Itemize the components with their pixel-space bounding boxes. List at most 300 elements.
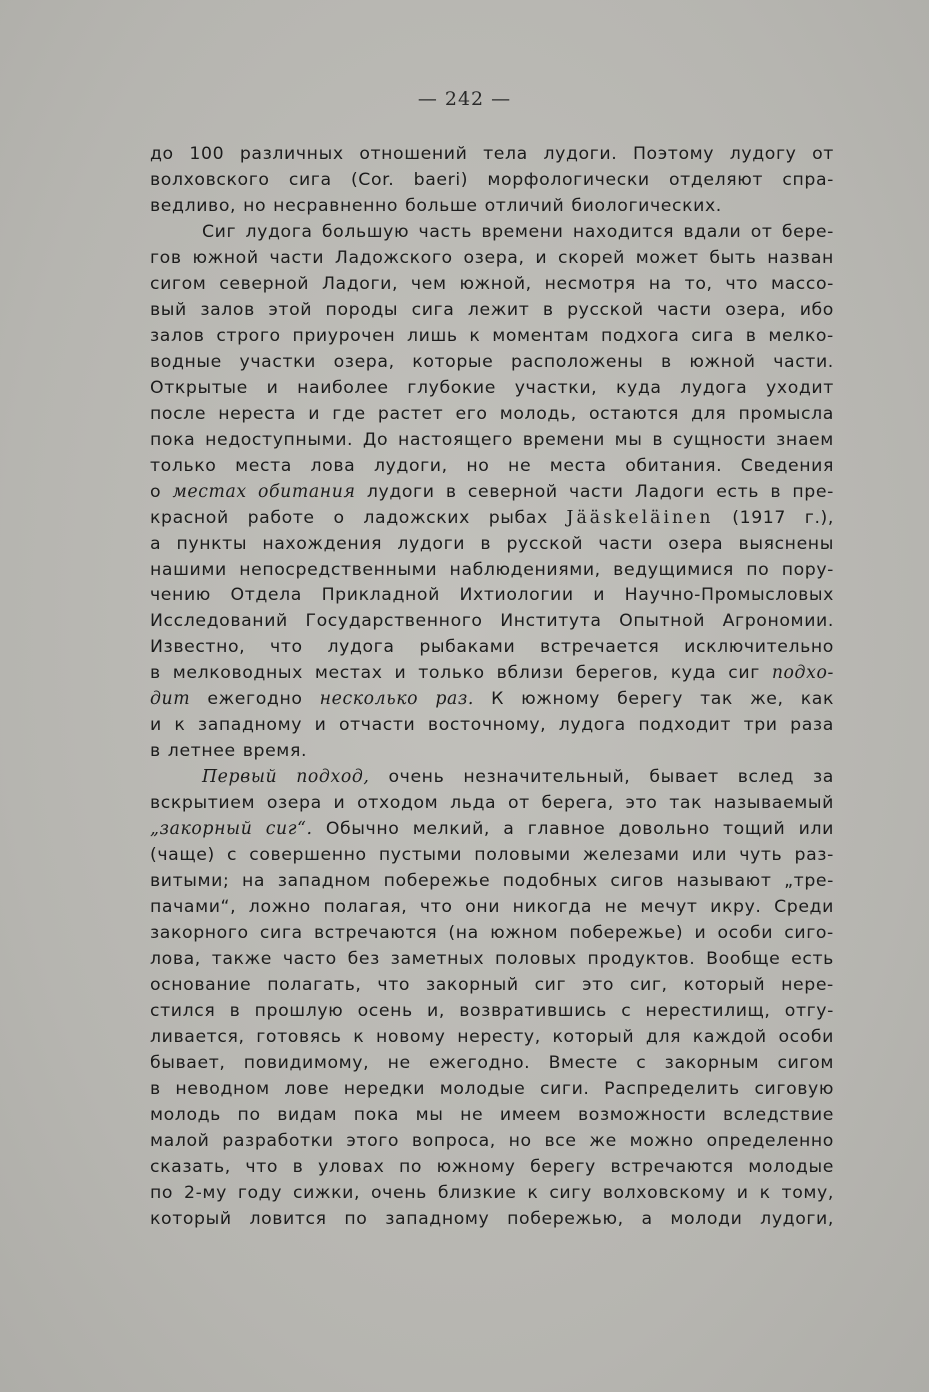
word: нередки	[343, 1078, 426, 1099]
text-line	[150, 324, 834, 350]
word: дит	[150, 689, 191, 710]
word: по	[746, 559, 770, 580]
text-line	[150, 921, 834, 947]
word: имеем	[499, 1104, 562, 1125]
word: сига	[288, 169, 332, 190]
body-text	[150, 142, 834, 1233]
text-line	[150, 1025, 834, 1051]
word: северной	[219, 273, 310, 294]
word: 2-му	[184, 1182, 227, 1203]
text-line	[150, 843, 834, 869]
text-line	[150, 558, 834, 584]
word: отходом	[357, 793, 439, 814]
word: часть	[418, 221, 473, 242]
word: места	[549, 455, 607, 476]
text-line	[150, 1181, 834, 1207]
word: пункты	[176, 533, 248, 554]
word: заметных	[390, 949, 485, 970]
word: г.),	[804, 507, 834, 528]
word: в	[229, 1000, 241, 1021]
word: водные	[150, 351, 222, 372]
word: молодь,	[499, 403, 577, 424]
word: нашими	[150, 559, 227, 580]
word: может	[635, 247, 699, 268]
word: часто	[282, 949, 337, 970]
word: (чаще)	[150, 845, 215, 866]
word: побережье)	[569, 923, 684, 944]
word: пачами“,	[150, 897, 237, 918]
word: отношений	[359, 144, 468, 164]
word: и	[593, 585, 606, 606]
word: сказать,	[150, 1156, 231, 1177]
word: не	[604, 897, 628, 918]
word: время.	[242, 741, 308, 762]
word: (1917	[732, 507, 786, 528]
word: по	[399, 1156, 423, 1177]
word: который	[683, 975, 766, 995]
word: продуктов.	[587, 949, 696, 970]
word: мелководных	[172, 663, 303, 684]
word: отличий	[484, 195, 565, 216]
word: который	[552, 1026, 635, 1047]
word: главное	[527, 819, 606, 840]
text-line	[150, 220, 834, 246]
text-line	[150, 1077, 834, 1103]
word: также	[211, 949, 272, 970]
word: пока	[353, 1104, 400, 1125]
word: большую	[321, 221, 410, 242]
word: места	[235, 455, 292, 476]
word: и	[394, 663, 407, 684]
word: на	[242, 871, 266, 892]
word: который	[150, 1208, 232, 1229]
text-line	[150, 428, 834, 454]
word: Ладоги	[634, 481, 705, 502]
word: к	[759, 1182, 771, 1203]
text-line	[150, 1051, 834, 1077]
word: русской	[567, 299, 644, 320]
word: по	[150, 1182, 174, 1203]
word: что	[270, 637, 303, 658]
word: году	[237, 1182, 283, 1203]
word: очень	[370, 1182, 427, 1203]
word: подход,	[296, 767, 370, 788]
word: сиго-	[784, 923, 834, 944]
word: Известно,	[150, 637, 246, 658]
word: местах	[172, 481, 247, 502]
word: на	[648, 273, 672, 294]
word: и	[308, 403, 321, 424]
word: до	[150, 144, 174, 164]
text-line	[150, 142, 834, 168]
word: растет	[377, 403, 444, 424]
word: ежегодно	[207, 689, 303, 710]
page-number: — 242 —	[417, 88, 512, 110]
word: северной	[467, 481, 558, 502]
word: икру.	[710, 897, 762, 918]
word: вблизи	[496, 663, 564, 684]
word: сигу	[549, 1182, 592, 1203]
word: сижки,	[292, 1182, 361, 1203]
word: части	[657, 299, 712, 320]
word: и	[266, 377, 279, 398]
word: от	[750, 221, 773, 242]
word: повидимому,	[243, 1052, 370, 1073]
word: биологических.	[571, 195, 722, 216]
word: лове	[284, 1078, 330, 1099]
word: озера,	[725, 299, 787, 320]
word: в	[480, 533, 492, 554]
word: пока	[150, 429, 196, 450]
word: раз-	[794, 845, 834, 866]
word: этого	[346, 1130, 400, 1151]
text-line	[150, 454, 834, 480]
word: малой	[150, 1130, 210, 1151]
text-line	[150, 687, 834, 713]
word: времени	[522, 429, 605, 450]
word: а	[503, 819, 515, 840]
word: южной	[689, 351, 756, 372]
word: молодь	[150, 1104, 221, 1125]
word: чем	[410, 273, 447, 294]
word: но	[508, 1130, 532, 1151]
word: в	[542, 299, 554, 320]
word: разработки	[222, 1130, 334, 1151]
word: нерестилищ,	[645, 1000, 771, 1021]
word: только	[150, 455, 217, 476]
word: залов	[200, 299, 255, 320]
word: близкие	[437, 1182, 517, 1203]
word: тела	[483, 144, 528, 164]
word: берегу	[530, 1156, 596, 1177]
word: Исследований	[150, 611, 288, 632]
word: прошлую	[254, 1000, 344, 1021]
word: части	[569, 481, 624, 502]
word: Агрономии.	[722, 611, 834, 632]
word: в	[770, 481, 782, 502]
word: отгу-	[784, 1000, 834, 1021]
word: вслед	[737, 767, 795, 788]
word: южному	[436, 1156, 516, 1177]
word: можно	[629, 1130, 694, 1151]
word: возможности	[578, 1104, 707, 1125]
word: южном	[490, 923, 559, 944]
word: что	[245, 1156, 279, 1177]
text-line	[150, 869, 834, 895]
word: с	[621, 1000, 632, 1021]
word: лова	[310, 455, 356, 476]
word: молодые	[748, 1156, 834, 1177]
text-line	[150, 895, 834, 921]
word: ежегодно.	[429, 1052, 531, 1073]
word: в	[652, 429, 664, 450]
word: три	[743, 715, 778, 736]
word: не	[508, 455, 532, 476]
word: пустыми	[378, 845, 463, 866]
word: работе	[247, 507, 315, 528]
word: пору-	[781, 559, 834, 580]
word: лишь	[406, 325, 458, 346]
word: за	[813, 767, 834, 788]
word: „тре-	[784, 871, 834, 892]
word: довольно	[618, 819, 710, 840]
word: этой	[268, 299, 313, 320]
word: строго	[216, 325, 281, 346]
word: вследствие	[723, 1104, 834, 1125]
word: же	[589, 1130, 617, 1151]
word: сиг,	[629, 975, 668, 995]
word: к	[527, 1182, 539, 1203]
word: рыбах	[488, 507, 548, 528]
word: исключительно	[684, 637, 834, 658]
text-line	[150, 1129, 834, 1155]
word: Поэтому	[632, 144, 715, 164]
word: ибо	[799, 299, 834, 320]
word: массо-	[770, 273, 834, 294]
word: в	[660, 351, 672, 372]
word: как	[800, 689, 834, 710]
word: обитания	[258, 481, 356, 502]
word: Ладоги,	[321, 273, 399, 294]
word: лова,	[150, 949, 201, 970]
word: сигов	[610, 871, 664, 892]
word: выяснены	[738, 533, 834, 554]
word: молоди	[670, 1208, 743, 1229]
word: раза	[790, 715, 834, 736]
word: Jääskeläinen	[566, 507, 714, 528]
word: части.	[773, 351, 834, 372]
word: южной	[192, 247, 259, 268]
word: только	[418, 663, 485, 684]
word: вопроса,	[411, 1130, 496, 1151]
word: наблюдениями,	[449, 559, 601, 580]
word: подобных	[502, 871, 598, 892]
word: подхо-	[771, 663, 834, 684]
word: западном	[277, 871, 372, 892]
word: и	[535, 247, 548, 268]
word: от	[812, 144, 834, 164]
word: отчасти	[338, 715, 416, 736]
word: тому,	[781, 1182, 834, 1203]
word: к	[353, 1026, 365, 1047]
word: настоящего	[397, 429, 513, 450]
word: отделяют	[669, 169, 764, 190]
text-line	[150, 402, 834, 428]
word: участки,	[514, 377, 598, 398]
word: встречаются	[610, 1156, 734, 1177]
word: и	[150, 715, 162, 736]
word: неводном	[175, 1078, 270, 1099]
word: льда	[450, 793, 497, 814]
word: находится	[572, 221, 675, 242]
word: в	[150, 663, 161, 684]
word: ливается,	[150, 1026, 245, 1047]
word: и	[736, 1182, 749, 1203]
word: бывает	[649, 767, 719, 788]
word: к	[469, 325, 481, 346]
text-line	[150, 376, 834, 402]
word: что	[377, 975, 411, 995]
word: закорного	[150, 923, 249, 944]
word: так	[669, 793, 703, 814]
word: мелко-	[768, 325, 834, 346]
word: лудоги	[366, 481, 435, 502]
word: Открытые	[150, 377, 248, 398]
word: лудоги.	[543, 144, 618, 164]
word: Обычно	[325, 819, 400, 840]
text-line	[150, 765, 834, 791]
word: с	[226, 845, 238, 866]
word: Отдела	[230, 585, 302, 606]
word: Института	[500, 611, 602, 632]
word: же,	[750, 689, 784, 710]
word: и,	[427, 1000, 445, 1021]
word: полагая,	[323, 897, 408, 918]
word: baeri)	[413, 169, 469, 190]
word: каждой	[692, 1026, 767, 1047]
word: (Cor.	[350, 169, 395, 190]
word: а	[150, 533, 162, 554]
word: в	[150, 1078, 161, 1099]
word: озера,	[463, 247, 525, 268]
word: озера	[266, 793, 322, 814]
word: мы	[614, 429, 643, 450]
word: все	[544, 1130, 577, 1151]
word: называют	[676, 871, 772, 892]
word: побережье	[383, 871, 491, 892]
word: где	[332, 403, 366, 424]
word: южной,	[459, 273, 532, 294]
word: несравненно	[273, 195, 399, 216]
word: по	[237, 1104, 261, 1125]
word: сигом	[777, 1052, 834, 1073]
word: что	[725, 273, 759, 294]
word: Распределить	[604, 1078, 740, 1099]
word: или	[691, 845, 728, 866]
word: есть	[716, 481, 760, 502]
word: незначительный,	[463, 767, 631, 788]
word: так	[700, 689, 733, 710]
word: скорей	[557, 247, 625, 268]
text-line	[150, 1103, 834, 1129]
word: бывает,	[150, 1052, 226, 1073]
text-line	[150, 661, 834, 687]
word: сига	[411, 299, 455, 320]
word: сиги.	[539, 1078, 590, 1099]
word: западному	[385, 1208, 490, 1229]
word: Государственного	[305, 611, 483, 632]
text-line	[150, 298, 834, 324]
word: морфологически	[487, 169, 650, 190]
word: чению	[150, 585, 211, 606]
word: лудогу	[729, 144, 797, 164]
word: лудога	[680, 377, 748, 398]
word: лежит	[467, 299, 530, 320]
word: встречаются	[313, 923, 438, 944]
word: железами	[582, 845, 680, 866]
word: спра-	[782, 169, 834, 190]
word: западному	[197, 715, 303, 736]
word: (на	[448, 923, 479, 944]
word: несколько	[319, 689, 419, 710]
text-line	[150, 713, 834, 739]
word: Сведения	[740, 455, 834, 476]
word: знаем	[776, 429, 834, 450]
word: сиг“.	[265, 819, 313, 840]
word: несмотря	[544, 273, 636, 294]
word: то,	[684, 273, 713, 294]
text-line	[150, 583, 834, 609]
text-line	[150, 1207, 834, 1233]
word: различных	[239, 144, 344, 164]
word: тощий	[723, 819, 786, 840]
word: осень	[357, 1000, 413, 1021]
word: готовясь	[256, 1026, 342, 1047]
word: нересту,	[457, 1026, 541, 1047]
word: сущности	[672, 429, 767, 450]
word: моментам	[492, 325, 590, 346]
word: Первый	[202, 767, 278, 788]
word: Опытной	[619, 611, 706, 632]
word: вый	[150, 299, 187, 320]
word: ложно	[248, 897, 311, 918]
word: ведливо,	[150, 195, 237, 216]
text-line	[150, 999, 834, 1025]
text-line	[150, 973, 834, 999]
word: летнее	[167, 741, 236, 762]
word: ведущимися	[613, 559, 734, 580]
word: озера,	[333, 351, 395, 372]
text-line	[150, 194, 834, 220]
word: восточному,	[427, 715, 547, 736]
word: пре-	[792, 481, 834, 502]
word: по	[344, 1208, 368, 1229]
word: а	[641, 1208, 653, 1229]
word: лудога	[558, 715, 626, 736]
word: куда	[670, 663, 717, 684]
word: закорным	[664, 1052, 760, 1073]
word: половыми	[474, 845, 571, 866]
text-line	[150, 635, 834, 661]
text-line	[150, 272, 834, 298]
word: Среди	[774, 897, 834, 918]
word: в	[292, 1156, 304, 1177]
word: встречается	[540, 637, 660, 658]
word: берега,	[541, 793, 614, 814]
word: закорный	[425, 975, 519, 995]
word: Вообще	[706, 949, 781, 970]
word: расположены	[511, 351, 644, 372]
text-line	[150, 947, 834, 973]
word: и	[694, 923, 707, 944]
word: породы	[325, 299, 399, 320]
word: сигом	[150, 273, 207, 294]
word: куда	[615, 377, 662, 398]
word: наиболее	[297, 377, 389, 398]
word: или	[798, 819, 834, 840]
word: полагать,	[267, 975, 362, 995]
word: половых	[494, 949, 577, 970]
word: что	[419, 897, 453, 918]
word: До	[362, 429, 389, 450]
word: русской	[506, 533, 584, 554]
word: для	[691, 403, 727, 424]
text-line	[150, 817, 834, 843]
word: Сиг	[202, 221, 237, 242]
word: гов	[150, 247, 182, 268]
word: остаются	[588, 403, 679, 424]
word: лудоги	[397, 533, 466, 554]
